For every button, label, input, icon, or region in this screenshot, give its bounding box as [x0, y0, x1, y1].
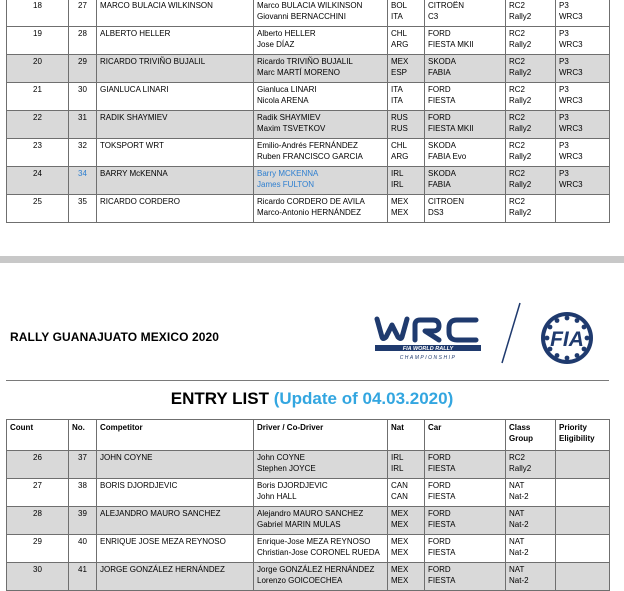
nat-cell [388, 167, 425, 195]
driver-cell [254, 451, 388, 479]
table-row [7, 139, 610, 167]
class-cell [506, 479, 556, 507]
priority-cell-line-2: WRC3 [559, 124, 583, 133]
wrc-logo-text: FIA WORLD RALLY [402, 346, 454, 352]
car-cell-line-2: FABIA [428, 68, 451, 77]
table-header-row [7, 420, 610, 451]
car-cell-line-2: FIESTA [428, 492, 456, 501]
car-cell-line-2: FIESTA MKII [428, 124, 474, 133]
driver-cell [254, 139, 388, 167]
number-cell: 31 [69, 111, 97, 139]
driver-cell [254, 507, 388, 535]
header-nat: Nat [388, 420, 425, 451]
table-row [7, 167, 610, 195]
table-row [7, 83, 610, 111]
nat-cell-line-2: MEX [391, 520, 409, 529]
nat-cell-line-2: ARG [391, 152, 409, 161]
count-cell: 19 [7, 27, 69, 55]
class-cell-line-2: Nat-2 [509, 576, 529, 585]
nat-cell-line-2: CAN [391, 492, 408, 501]
competitor-cell: ENRIQUE JOSE MEZA REYNOSO [97, 535, 254, 563]
table-row [7, 27, 610, 55]
priority-cell-line-2: WRC3 [559, 152, 583, 161]
page-break [0, 256, 624, 263]
car-cell [425, 535, 506, 563]
car-cell-line-1: SKODA [428, 169, 457, 178]
car-cell [425, 479, 506, 507]
class-cell-line-1: RC2 [509, 141, 526, 150]
car-cell-line-1: CITROËN [428, 1, 464, 10]
number-cell: 37 [69, 451, 97, 479]
priority-cell-line-1: P3 [559, 113, 569, 122]
table-row [7, 479, 610, 507]
driver-cell-line-2: Jose DÍAZ [257, 40, 295, 49]
priority-cell-line-2: WRC3 [559, 180, 583, 189]
class-cell-line-1: RC2 [509, 57, 526, 66]
nat-cell [388, 139, 425, 167]
number-cell: 34 [69, 167, 97, 195]
car-cell [425, 139, 506, 167]
count-cell: 30 [7, 563, 69, 591]
class-cell [506, 451, 556, 479]
competitor-cell: BORIS DJORDJEVIC [97, 479, 254, 507]
nat-cell-line-1: RUS [391, 113, 408, 122]
count-cell: 28 [7, 507, 69, 535]
nat-cell-line-1: IRL [391, 453, 404, 462]
car-cell [425, 0, 506, 27]
count-cell: 24 [7, 167, 69, 195]
class-cell-line-1: RC2 [509, 29, 526, 38]
nat-cell [388, 111, 425, 139]
competitor-cell: MARCO BULACIA WILKINSON [97, 0, 254, 27]
nat-cell-line-2: MEX [391, 208, 409, 217]
nat-cell-line-1: BOL [391, 1, 408, 10]
car-cell [425, 83, 506, 111]
car-cell-line-2: FIESTA [428, 96, 456, 105]
priority-cell-line-1: P3 [559, 85, 569, 94]
header-no: No. [69, 420, 97, 451]
table-row [7, 563, 610, 591]
class-cell-line-2: Rally2 [509, 464, 532, 473]
nat-cell-line-1: CHL [391, 29, 408, 38]
driver-cell [254, 167, 388, 195]
car-cell [425, 195, 506, 223]
nat-cell-line-1: ITA [391, 85, 403, 94]
count-cell: 26 [7, 451, 69, 479]
driver-cell-line-1: Alberto HELLER [257, 29, 316, 38]
class-cell-line-1: RC2 [509, 197, 526, 206]
car-cell-line-1: CITROEN [428, 197, 464, 206]
nat-cell-line-2: MEX [391, 576, 409, 585]
driver-cell-line-1: Enrique-Jose MEZA REYNOSO [257, 537, 371, 546]
number-cell: 27 [69, 0, 97, 27]
table-row [7, 535, 610, 563]
competitor-cell: ALEJANDRO MAURO SANCHEZ [97, 507, 254, 535]
priority-cell-line-1: P3 [559, 57, 569, 66]
class-cell-line-1: RC2 [509, 113, 526, 122]
class-cell [506, 563, 556, 591]
car-cell-line-1: FORD [428, 509, 451, 518]
priority-cell-line-1: P3 [559, 141, 569, 150]
table-row [7, 451, 610, 479]
driver-cell-line-2: John HALL [257, 492, 297, 501]
nat-cell-line-1: MEX [391, 57, 409, 66]
driver-cell-line-1: Marco BULACIA WILKINSON [257, 1, 363, 10]
nat-cell [388, 0, 425, 27]
priority-cell [556, 139, 610, 167]
nat-cell [388, 563, 425, 591]
nat-cell [388, 195, 425, 223]
count-cell: 29 [7, 535, 69, 563]
class-cell-line-2: Rally2 [509, 152, 532, 161]
car-cell [425, 55, 506, 83]
table-row [7, 0, 610, 27]
number-cell: 28 [69, 27, 97, 55]
car-cell [425, 451, 506, 479]
nat-cell-line-2: ITA [391, 12, 403, 21]
priority-cell [556, 83, 610, 111]
nat-cell [388, 535, 425, 563]
nat-cell-line-1: CAN [391, 481, 408, 490]
number-cell: 30 [69, 83, 97, 111]
nat-cell-line-2: ITA [391, 96, 403, 105]
number-cell: 40 [69, 535, 97, 563]
driver-cell-line-2: Giovanni BERNACCHINI [257, 12, 346, 21]
driver-cell-line-1: Ricardo CORDERO DE AVILA [257, 197, 365, 206]
class-cell-line-1: RC2 [509, 85, 526, 94]
driver-cell-line-1: Radik SHAYMIEV [257, 113, 321, 122]
priority-cell [556, 111, 610, 139]
driver-cell-line-1: Barry MCKENNA [257, 169, 319, 178]
class-cell-line-2: Rally2 [509, 208, 532, 217]
priority-cell-line-2: WRC3 [559, 12, 583, 21]
car-cell-line-1: FORD [428, 113, 451, 122]
car-cell [425, 111, 506, 139]
driver-cell-line-2: Christian-Jose CORONEL RUEDA [257, 548, 380, 557]
count-cell: 23 [7, 139, 69, 167]
number-cell: 35 [69, 195, 97, 223]
class-cell-line-2: Rally2 [509, 180, 532, 189]
class-cell-line-2: Rally2 [509, 68, 532, 77]
table-row [7, 55, 610, 83]
competitor-cell: TOKSPORT WRT [97, 139, 254, 167]
class-cell-line-1: RC2 [509, 1, 526, 10]
priority-cell [556, 0, 610, 27]
driver-cell [254, 563, 388, 591]
nat-cell [388, 55, 425, 83]
car-cell-line-1: FORD [428, 537, 451, 546]
nat-cell-line-2: IRL [391, 180, 404, 189]
wrc-logo-subtext: CHAMPIONSHIP [399, 355, 457, 361]
nat-cell-line-1: MEX [391, 565, 409, 574]
entry-list-heading [0, 389, 624, 409]
priority-cell-line-2: WRC3 [559, 96, 583, 105]
driver-cell-line-1: Gianluca LINARI [257, 85, 317, 94]
fia-logo [531, 311, 607, 365]
class-cell-line-1: NAT [509, 565, 525, 574]
driver-cell [254, 55, 388, 83]
driver-cell [254, 27, 388, 55]
driver-cell-line-1: Alejandro MAURO SANCHEZ [257, 509, 364, 518]
class-cell [506, 27, 556, 55]
nat-cell-line-1: MEX [391, 537, 409, 546]
rally-title: RALLY GUANAJUATO MEXICO 2020 [10, 330, 220, 344]
competitor-cell: GIANLUCA LINARI [97, 83, 254, 111]
driver-cell-line-2: Marc MARTÍ MORENO [257, 68, 340, 77]
number-cell: 41 [69, 563, 97, 591]
class-cell-line-2: Nat-2 [509, 548, 529, 557]
nat-cell [388, 479, 425, 507]
logo-divider [500, 302, 522, 364]
number-cell: 39 [69, 507, 97, 535]
driver-cell-line-2: Gabriel MARIN MULAS [257, 520, 341, 529]
count-cell: 27 [7, 479, 69, 507]
driver-cell-line-2: Ruben FRANCISCO GARCIA [257, 152, 363, 161]
driver-cell [254, 0, 388, 27]
header-car: Car [425, 420, 506, 451]
car-cell-line-1: FORD [428, 481, 451, 490]
driver-cell-line-1: Boris DJORDJEVIC [257, 481, 328, 490]
priority-cell [556, 55, 610, 83]
competitor-cell: ALBERTO HELLER [97, 27, 254, 55]
priority-cell [556, 563, 610, 591]
count-cell: 21 [7, 83, 69, 111]
driver-cell-line-1: Jorge GONZÁLEZ HERNÁNDEZ [257, 565, 375, 574]
competitor-cell: JOHN COYNE [97, 451, 254, 479]
header-driver: Driver / Co-Driver [254, 420, 388, 451]
nat-cell [388, 27, 425, 55]
class-cell [506, 111, 556, 139]
nat-cell-line-1: IRL [391, 169, 404, 178]
car-cell-line-2: FIESTA [428, 464, 456, 473]
nat-cell [388, 83, 425, 111]
driver-cell-line-2: Stephen JOYCE [257, 464, 316, 473]
number-cell: 32 [69, 139, 97, 167]
car-cell-line-2: DS3 [428, 208, 444, 217]
class-cell-line-1: NAT [509, 537, 525, 546]
class-cell-line-2: Nat-2 [509, 520, 529, 529]
nat-cell-line-2: ESP [391, 68, 408, 77]
car-cell-line-2: FIESTA [428, 548, 456, 557]
header-count: Count [7, 420, 69, 451]
class-cell-line-2: Nat-2 [509, 492, 529, 501]
priority-cell-line-1: P3 [559, 29, 569, 38]
car-cell-line-2: FIESTA MKII [428, 40, 474, 49]
nat-cell-line-1: MEX [391, 197, 409, 206]
car-cell-line-2: FIESTA [428, 520, 456, 529]
driver-cell-line-1: John COYNE [257, 453, 306, 462]
class-cell [506, 83, 556, 111]
nat-cell-line-1: MEX [391, 509, 409, 518]
priority-cell [556, 535, 610, 563]
driver-cell-line-2: Marco-Antonio HERNÁNDEZ [257, 208, 362, 217]
entry-table-continued [6, 0, 610, 223]
table-row [7, 111, 610, 139]
car-cell-line-2: C3 [428, 12, 439, 21]
count-cell: 25 [7, 195, 69, 223]
nat-cell-line-2: IRL [391, 464, 404, 473]
priority-cell-line-2: WRC3 [559, 68, 583, 77]
number-cell: 38 [69, 479, 97, 507]
count-cell: 20 [7, 55, 69, 83]
car-cell-line-2: FABIA Evo [428, 152, 467, 161]
driver-cell-line-1: Emilio-Andrés FERNÁNDEZ [257, 141, 358, 150]
competitor-cell: RADIK SHAYMIEV [97, 111, 254, 139]
class-cell [506, 195, 556, 223]
car-cell [425, 27, 506, 55]
driver-cell [254, 83, 388, 111]
nat-cell-line-2: ARG [391, 40, 409, 49]
class-cell-line-1: NAT [509, 509, 525, 518]
nat-cell [388, 507, 425, 535]
car-cell-line-1: FORD [428, 29, 451, 38]
car-cell [425, 507, 506, 535]
header-priority: Priority Eligibility [556, 420, 610, 451]
header-competitor: Competitor [97, 420, 254, 451]
car-cell [425, 563, 506, 591]
class-cell-line-2: Rally2 [509, 40, 532, 49]
class-cell [506, 0, 556, 27]
class-cell-line-1: RC2 [509, 453, 526, 462]
priority-cell [556, 195, 610, 223]
priority-cell [556, 167, 610, 195]
count-cell: 18 [7, 0, 69, 27]
car-cell-line-1: FORD [428, 453, 451, 462]
priority-cell [556, 479, 610, 507]
class-cell-line-2: Rally2 [509, 124, 532, 133]
driver-cell-line-2: James FULTON [257, 180, 315, 189]
class-cell-line-1: RC2 [509, 169, 526, 178]
priority-cell [556, 507, 610, 535]
car-cell-line-2: FIESTA [428, 576, 456, 585]
car-cell-line-1: SKODA [428, 57, 457, 66]
entry-list-update: (Update of 04.03.2020) [273, 389, 454, 408]
competitor-cell: BARRY McKENNA [97, 167, 254, 195]
class-cell [506, 507, 556, 535]
nat-cell-line-2: RUS [391, 124, 408, 133]
car-cell-line-2: FABIA [428, 180, 451, 189]
priority-cell [556, 27, 610, 55]
header-rule [6, 380, 609, 381]
priority-cell [556, 451, 610, 479]
class-cell [506, 167, 556, 195]
class-cell-line-2: Rally2 [509, 12, 532, 21]
number-cell: 29 [69, 55, 97, 83]
driver-cell-line-2: Maxim TSVETKOV [257, 124, 326, 133]
nat-cell-line-2: MEX [391, 548, 409, 557]
competitor-cell: JORGE GONZÁLEZ HERNÁNDEZ [97, 563, 254, 591]
priority-cell-line-1: P3 [559, 1, 569, 10]
driver-cell [254, 535, 388, 563]
class-cell [506, 139, 556, 167]
nat-cell-line-1: CHL [391, 141, 408, 150]
fia-logo-text: FIA [550, 328, 584, 351]
competitor-cell: RICARDO CORDERO [97, 195, 254, 223]
driver-cell [254, 195, 388, 223]
count-cell: 22 [7, 111, 69, 139]
class-cell-line-1: NAT [509, 481, 525, 490]
driver-cell-line-2: Nicola ARENA [257, 96, 309, 105]
car-cell-line-1: SKODA [428, 141, 457, 150]
car-cell-line-1: FORD [428, 85, 451, 94]
entry-table [6, 419, 610, 591]
car-cell [425, 167, 506, 195]
nat-cell [388, 451, 425, 479]
class-cell [506, 55, 556, 83]
header-class: Class Group [506, 420, 556, 451]
driver-cell [254, 111, 388, 139]
priority-cell-line-2: WRC3 [559, 40, 583, 49]
wrc-logo [373, 313, 485, 361]
driver-cell-line-1: Ricardo TRIVIÑO BUJALIL [257, 57, 353, 66]
class-cell [506, 535, 556, 563]
entry-list-title: ENTRY LIST [170, 389, 269, 408]
driver-cell [254, 479, 388, 507]
table-row [7, 507, 610, 535]
driver-cell-line-2: Lorenzo GOICOECHEA [257, 576, 343, 585]
car-cell-line-1: FORD [428, 565, 451, 574]
competitor-cell: RICARDO TRIVIÑO BUJALIL [97, 55, 254, 83]
class-cell-line-2: Rally2 [509, 96, 532, 105]
priority-cell-line-1: P3 [559, 169, 569, 178]
table-row [7, 195, 610, 223]
